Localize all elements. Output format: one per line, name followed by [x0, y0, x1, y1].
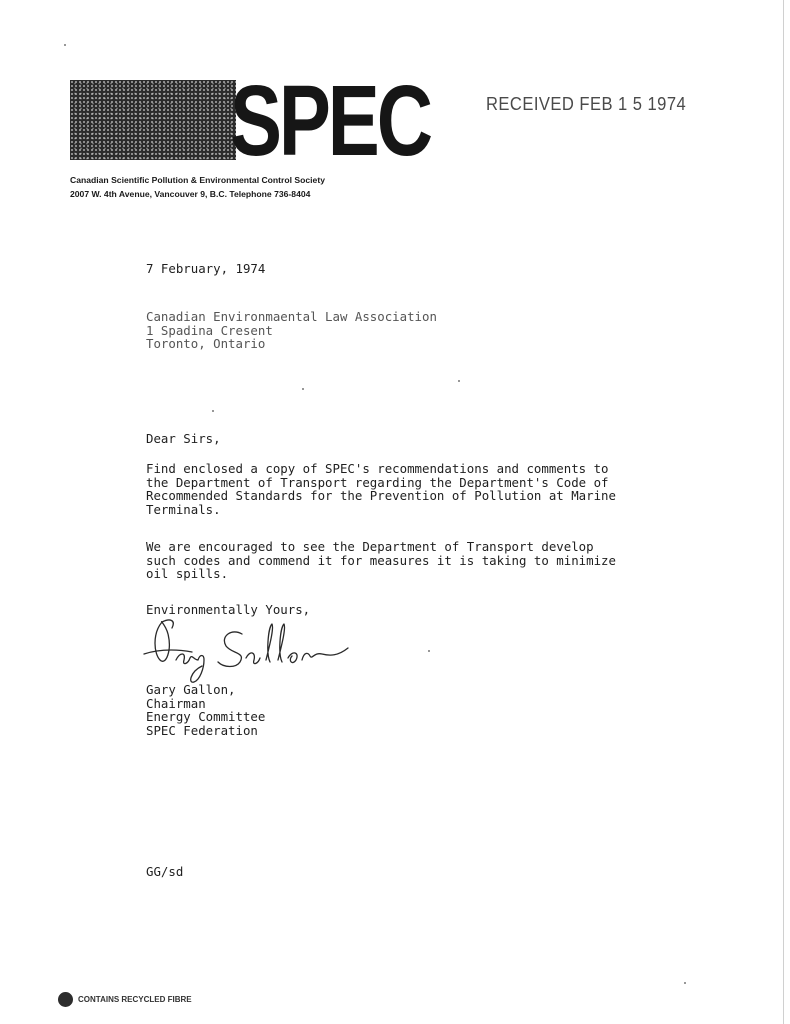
scan-speck	[428, 650, 430, 652]
paragraph-line: We are encouraged to see the Department of Transport develop	[146, 539, 594, 554]
paragraph-line: Find enclosed a copy of SPEC's recommendations and comments to	[146, 461, 609, 476]
paragraph-1	[146, 462, 616, 516]
recycled-fibre-note	[58, 992, 192, 1007]
society-name: Canadian Scientific Pollution & Environmental Control Society	[70, 175, 325, 185]
scan-margin-line	[783, 0, 784, 1024]
paragraph-2	[146, 540, 616, 581]
paragraph-line: Recommended Standards for the Prevention of Pollution at Marine	[146, 488, 616, 504]
recycled-fibre-text: CONTAINS RECYCLED FIBRE	[78, 995, 192, 1004]
scan-speck	[458, 380, 460, 382]
logo-wordmark: SPEC	[230, 65, 430, 177]
paragraph-line: such codes and commend it for measures it is taking to minimize	[146, 552, 616, 568]
typist-initials: GG/sd	[146, 864, 184, 879]
signer-title: Chairman	[146, 695, 206, 711]
paragraph-line: oil spills.	[146, 566, 229, 582]
logo-halftone-panel	[70, 80, 236, 160]
signer-block	[146, 683, 265, 737]
recipient-address	[146, 310, 437, 351]
signer-committee: Energy Committee	[146, 709, 266, 725]
signer-organization: SPEC Federation	[146, 722, 258, 738]
scan-speck	[212, 410, 214, 412]
letterhead-info	[70, 173, 325, 201]
scan-speck	[684, 982, 686, 984]
letter-date: 7 February, 1974	[146, 261, 266, 276]
scan-speck	[64, 44, 66, 46]
scan-speck	[302, 388, 304, 390]
paragraph-line: the Department of Transport regarding the Department's Code of	[146, 474, 609, 490]
paragraph-line: Terminals.	[146, 501, 221, 517]
closing: Environmentally Yours,	[146, 602, 311, 617]
received-stamp: RECEIVED FEB 1 5 1974	[486, 94, 687, 114]
recycled-paper-icon	[58, 992, 73, 1007]
handwritten-signature	[142, 614, 352, 686]
recipient-line: 1 Spadina Cresent	[146, 322, 273, 338]
recipient-line: Canadian Environmaental Law Association	[146, 309, 437, 324]
society-address: 2007 W. 4th Avenue, Vancouver 9, B.C. Telephone 736-8404	[70, 189, 311, 199]
salutation: Dear Sirs,	[146, 431, 221, 446]
signer-name: Gary Gallon,	[146, 682, 236, 697]
recipient-line: Toronto, Ontario	[146, 336, 266, 352]
spec-logo	[70, 65, 430, 177]
